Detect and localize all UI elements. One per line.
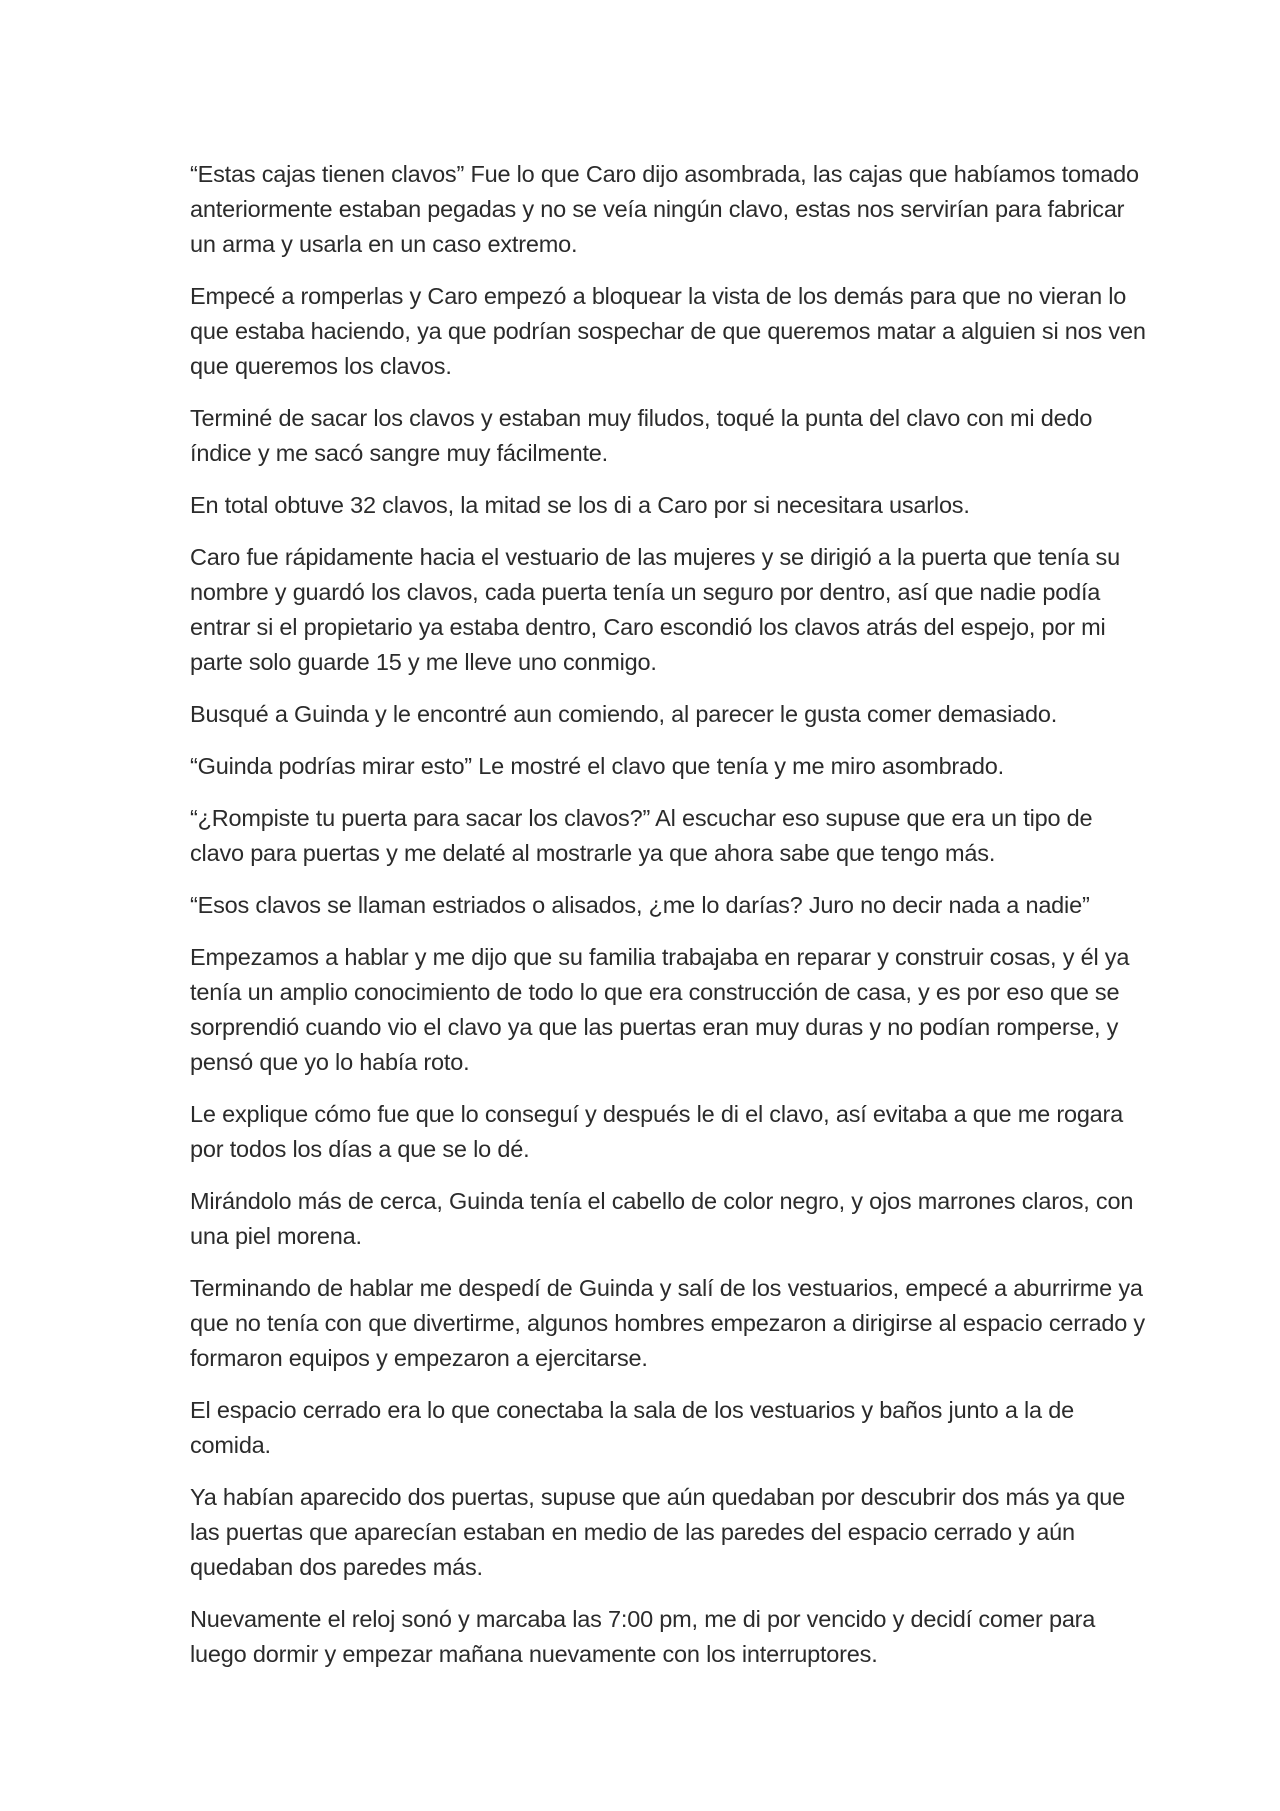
paragraph: Le explique cómo fue que lo conseguí y después le di el clavo, así evitaba a que me rogara por todos los días a que se lo dé. (190, 1101, 1124, 1162)
paragraph: Empezamos a hablar y me dijo que su familia trabajaba en reparar y construir cosas, y él ya tenía un amplio conocimiento de todo lo que era construcción de casa, y es por eso que se sorprendió cuando vio el clavo ya que las puertas eran muy duras y no podían romperse, y pensó que yo lo había roto. (190, 944, 1130, 1075)
paragraph: En total obtuve 32 clavos, la mitad se los di a Caro por si necesitara usarlos. (190, 492, 970, 518)
paragraph: Terminé de sacar los clavos y estaban muy filudos, toqué la punta del clavo con mi dedo índice y me sacó sangre muy fácilmente. (190, 405, 1093, 466)
paragraph: “¿Rompiste tu puerta para sacar los clavos?” Al escuchar eso supuse que era un tipo de clavo para puertas y me delaté al mostrarle ya que ahora sabe que tengo más. (190, 805, 1093, 866)
paragraph: “Guinda podrías mirar esto” Le mostré el clavo que tenía y me miro asombrado. (190, 753, 1004, 779)
paragraph: Caro fue rápidamente hacia el vestuario de las mujeres y se dirigió a la puerta que tenía su nombre y guardó los clavos, cada puerta tenía un seguro por dentro, así que nadie podía entrar si el propietario ya estaba dentro, Caro escondió los clavos atrás del espejo, por mi parte solo guarde 15 y me lleve uno conmigo. (190, 544, 1120, 675)
document-body (190, 157, 1150, 1689)
paragraph: Ya habían aparecido dos puertas, supuse que aún quedaban por descubrir dos más ya que las puertas que aparecían estaban en medio de las paredes del espacio cerrado y aún quedaban dos paredes más. (190, 1484, 1125, 1580)
paragraph: Mirándolo más de cerca, Guinda tenía el cabello de color negro, y ojos marrones claros, con una piel morena. (190, 1188, 1134, 1249)
paragraph: Busqué a Guinda y le encontré aun comiendo, al parecer le gusta comer demasiado. (190, 701, 1058, 727)
paragraph: “Estas cajas tienen clavos” Fue lo que Caro dijo asombrada, las cajas que habíamos tomado anteriormente estaban pegadas y no se veía ningún clavo, estas nos servirían para fabricar un arma y usarla en un caso extremo. (190, 161, 1139, 257)
paragraph: El espacio cerrado era lo que conectaba la sala de los vestuarios y baños junto a la de comida. (190, 1397, 1074, 1458)
paragraph: Empecé a romperlas y Caro empezó a bloquear la vista de los demás para que no vieran lo que estaba haciendo, ya que podrían sospechar de que queremos matar a alguien si nos ven que queremos los clavos. (190, 283, 1146, 379)
paragraph: Nuevamente el reloj sonó y marcaba las 7:00 pm, me di por vencido y decidí comer para luego dormir y empezar mañana nuevamente con los interruptores. (190, 1606, 1096, 1667)
paragraph: “Esos clavos se llaman estriados o alisados, ¿me lo darías? Juro no decir nada a nadie” (190, 892, 1090, 918)
paragraph: Terminando de hablar me despedí de Guinda y salí de los vestuarios, empecé a aburrirme ya que no tenía con que divertirme, algunos hombres empezaron a dirigirse al espacio cerrado y formaron equipos y empezaron a ejercitarse. (190, 1275, 1145, 1371)
